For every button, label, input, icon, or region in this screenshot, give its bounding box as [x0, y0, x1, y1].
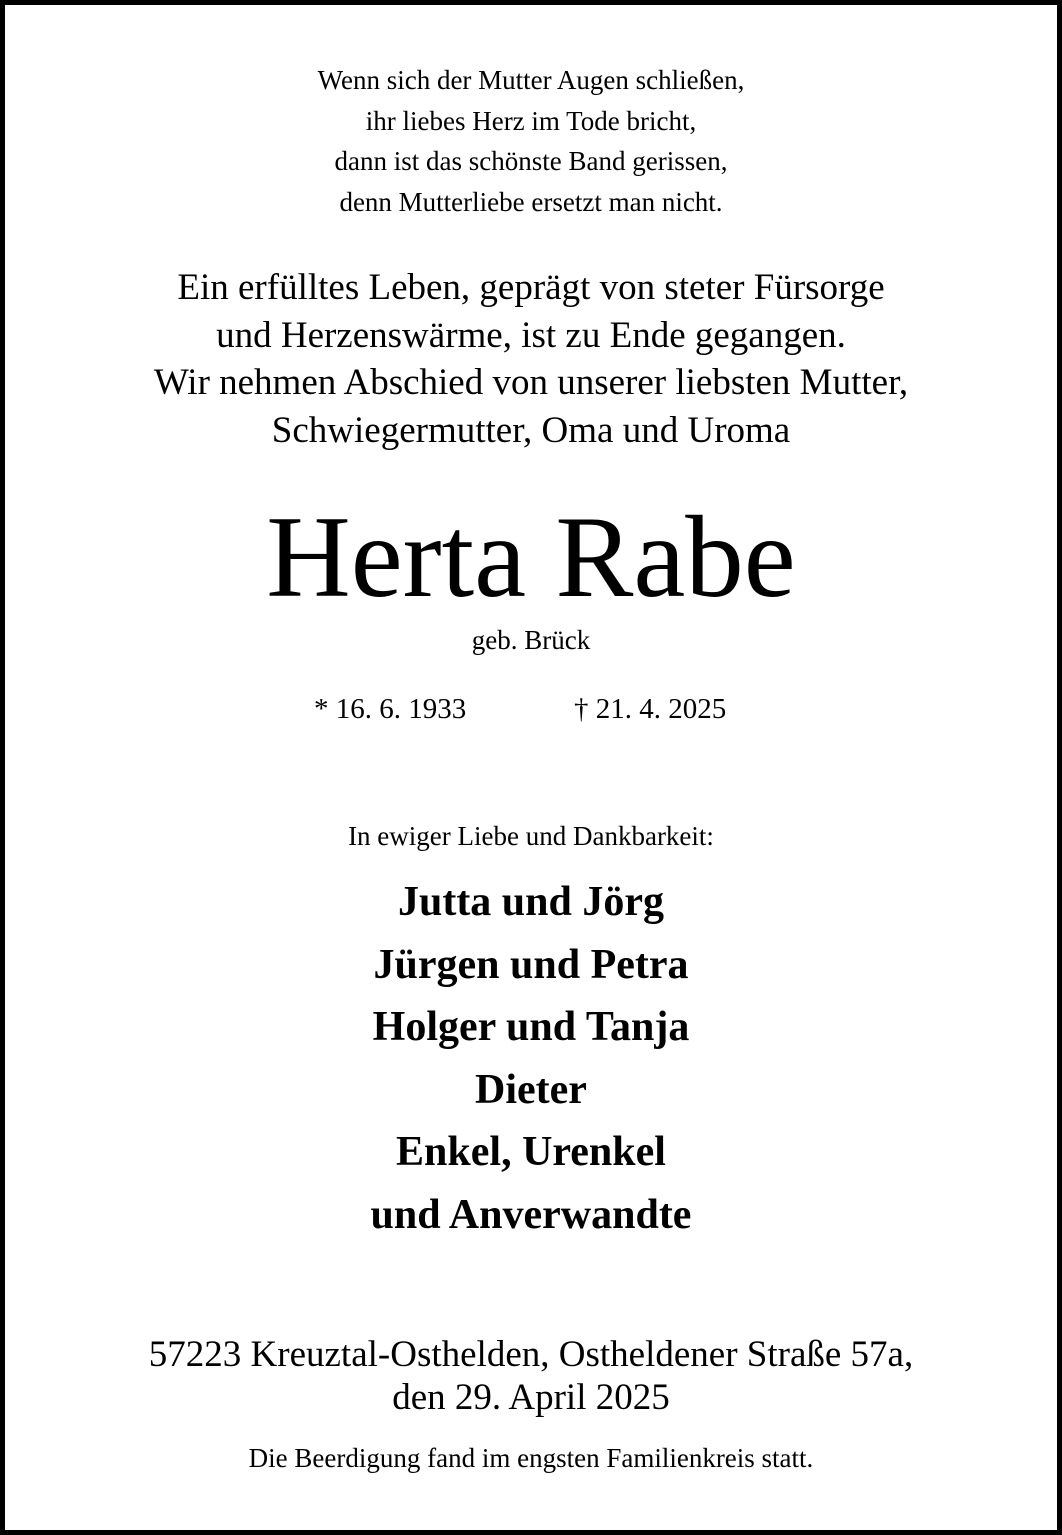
intro-line: und Herzenswärme, ist zu Ende gegangen.	[216, 314, 846, 356]
poem	[0, 60, 1062, 222]
mourner-name: und Anverwandte	[370, 1191, 692, 1238]
address-block	[0, 1333, 1062, 1419]
intro-line: Schwiegermutter, Oma und Uroma	[271, 409, 791, 451]
poem-line: Wenn sich der Mutter Augen schließen,	[317, 65, 745, 95]
mourner-name: Jutta und Jörg	[397, 879, 665, 925]
mourner-name: Jürgen und Petra	[373, 941, 689, 988]
mourners-list	[0, 871, 1062, 1246]
poem-line: ihr liebes Herz im Tode bricht,	[365, 105, 697, 136]
poem-line: dann ist das schönste Band gerissen,	[334, 146, 728, 176]
birth-date: * 16. 6. 1933	[314, 693, 467, 725]
intro-line: Ein erfülltes Leben, geprägt von steter Fürsorge	[177, 267, 885, 308]
mourner-name: Enkel, Urenkel	[396, 1129, 666, 1175]
address-line: 57223 Kreuztal-Osthelden, Ostheldener Straße 57a,	[148, 1334, 914, 1375]
maiden-name: geb. Brück	[471, 625, 591, 655]
mourner-name: Holger und Tanja	[372, 1004, 690, 1050]
date-line: den 29. April 2025	[392, 1377, 670, 1418]
mourner-name: Dieter	[475, 1066, 587, 1113]
deceased-name: Herta Rabe	[266, 493, 796, 622]
thanks-line: In ewiger Liebe und Dankbarkeit:	[348, 821, 714, 851]
poem-line: denn Mutterliebe ersetzt man nicht.	[339, 186, 723, 217]
burial-note: Die Beerdigung fand im engsten Familienkreis statt.	[248, 1443, 814, 1473]
intro-line: Wir nehmen Abschied von unserer liebsten Mutter,	[153, 362, 909, 403]
death-date: † 21. 4. 2025	[574, 693, 727, 725]
intro-text	[0, 264, 1062, 454]
